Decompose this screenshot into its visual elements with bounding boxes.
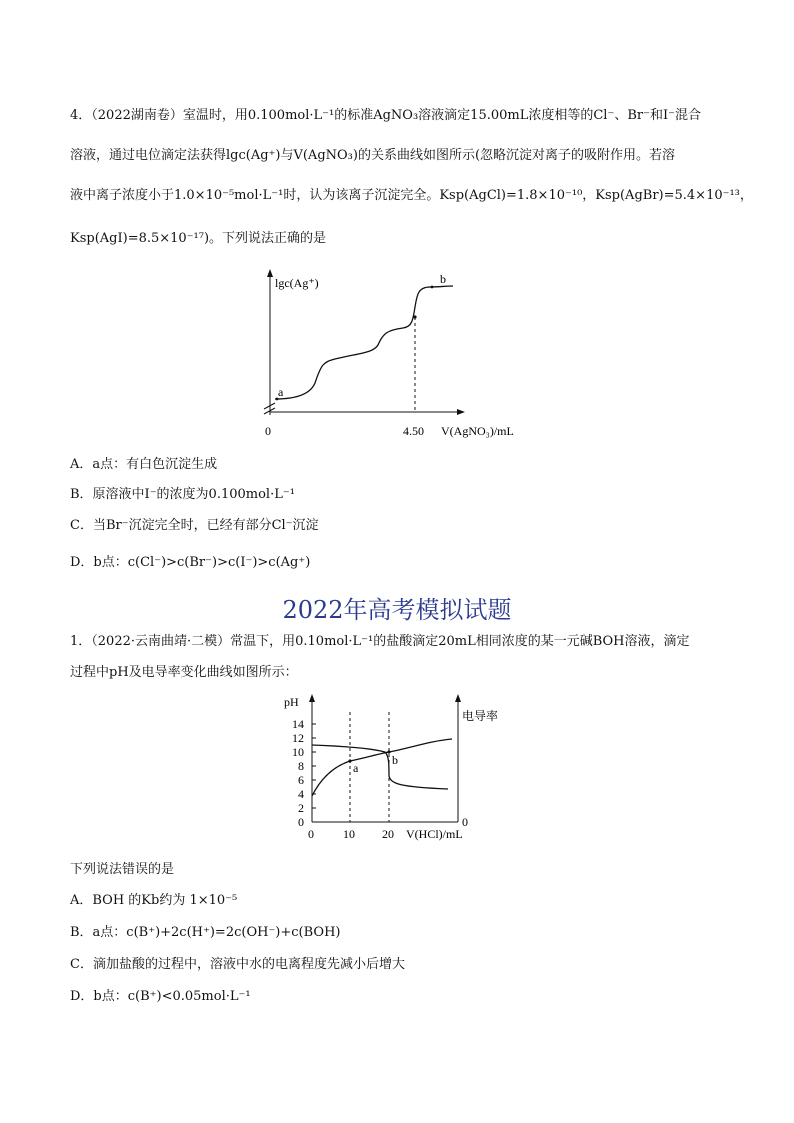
q1-titration-figure — [284, 692, 530, 852]
q4-option-c: C．当Br⁻沉淀完全时，已经有部分Cl⁻沉淀 — [70, 518, 319, 533]
q1-option-c: C．滴加盐酸的过程中，溶液中水的电离程度先减小后增大 — [70, 957, 405, 972]
q1-y-right-label: 电导率 — [462, 709, 499, 723]
q4-line-2: 溶液，通过电位滴定法获得lgc(Ag⁺)与V(AgNO₃)的关系曲线如图所示(忽略沉淀对离子的吸附作用。若溶 — [70, 148, 676, 163]
q1-xtick-0: 0 — [308, 827, 314, 841]
q1-ph-curve — [312, 745, 448, 789]
q1-ytick-10: 10 — [292, 745, 304, 759]
q1-ytick-14: 14 — [292, 717, 304, 731]
q1-ytick-8: 8 — [298, 759, 304, 773]
q1-prompt: 下列说法错误的是 — [70, 862, 175, 877]
q1-line-2: 过程中pH及电导率变化曲线如图所示： — [70, 665, 298, 680]
q1-option-b: B．a点：c(B⁺)+2c(H⁺)=2c(OH⁻)+c(BOH) — [70, 925, 341, 940]
q4-tick-label: 4.50 — [403, 424, 424, 438]
section-title: 2022年高考模拟试题 — [282, 596, 512, 624]
q4-curve — [275, 286, 453, 399]
q1-ytick-4: 4 — [298, 787, 304, 801]
q1-xtick-20: 20 — [382, 827, 394, 841]
q4-option-d: D．b点：c(Cl⁻)>c(Br⁻)>c(I⁻)>c(Ag⁺) — [70, 555, 311, 570]
q4-origin-label: 0 — [265, 424, 271, 438]
q1-ytick-2: 2 — [298, 801, 304, 815]
q1-x-axis-label: V(HCl)/mL — [406, 827, 463, 841]
q4-x-axis-label: V(AgNO₃)/mL — [441, 424, 514, 438]
q1-option-d: D．b点：c(B⁺)<0.05mol·L⁻¹ — [70, 989, 251, 1004]
q1-xtick-10: 10 — [343, 827, 355, 841]
q1-right-zero: 0 — [462, 815, 468, 829]
q1-ytick-6: 6 — [298, 773, 304, 787]
q1-ytick-12: 12 — [292, 731, 304, 745]
q4-line-3: 液中离子浓度小于1.0×10⁻⁵mol·L⁻¹时，认为该离子沉淀完全。Ksp(AgCl)=1.8×10⁻¹⁰，Ksp(AgBr)=5.4×10⁻¹³， — [70, 188, 753, 203]
q4-option-b: B．原溶液中I⁻的浓度为0.100mol·L⁻¹ — [70, 487, 295, 502]
q1-ytick-0: 0 — [298, 815, 304, 829]
q4-y-axis-label: lgc(Ag⁺) — [275, 276, 319, 290]
q4-point-b: b — [440, 272, 446, 286]
q1-point-a: a — [353, 761, 359, 775]
q1-point-b: b — [392, 753, 398, 767]
q1-conductivity-curve — [312, 739, 452, 796]
q1-y-left-label: pH — [284, 695, 299, 709]
q4-point-a: a — [278, 385, 284, 399]
q1-line-1: 1．（2022·云南曲靖·二模）常温下，用0.10mol·L⁻¹的盐酸滴定20mL相同浓度的某一元碱BOH溶液，滴定 — [70, 634, 690, 649]
q4-option-a: A．a点：有白色沉淀生成 — [70, 457, 218, 472]
q4-line-1: 4．（2022湖南卷）室温时，用0.100mol·L⁻¹的标准AgNO₃溶液滴定15.00mL浓度相等的Cl⁻、Br⁻和I⁻混合 — [70, 108, 701, 123]
q4-line-4: Ksp(AgI)=8.5×10⁻¹⁷)。下列说法正确的是 — [70, 231, 327, 246]
q1-option-a: A．BOH 的Kb约为 1×10⁻⁵ — [70, 893, 238, 908]
q4-titration-figure — [255, 265, 535, 445]
